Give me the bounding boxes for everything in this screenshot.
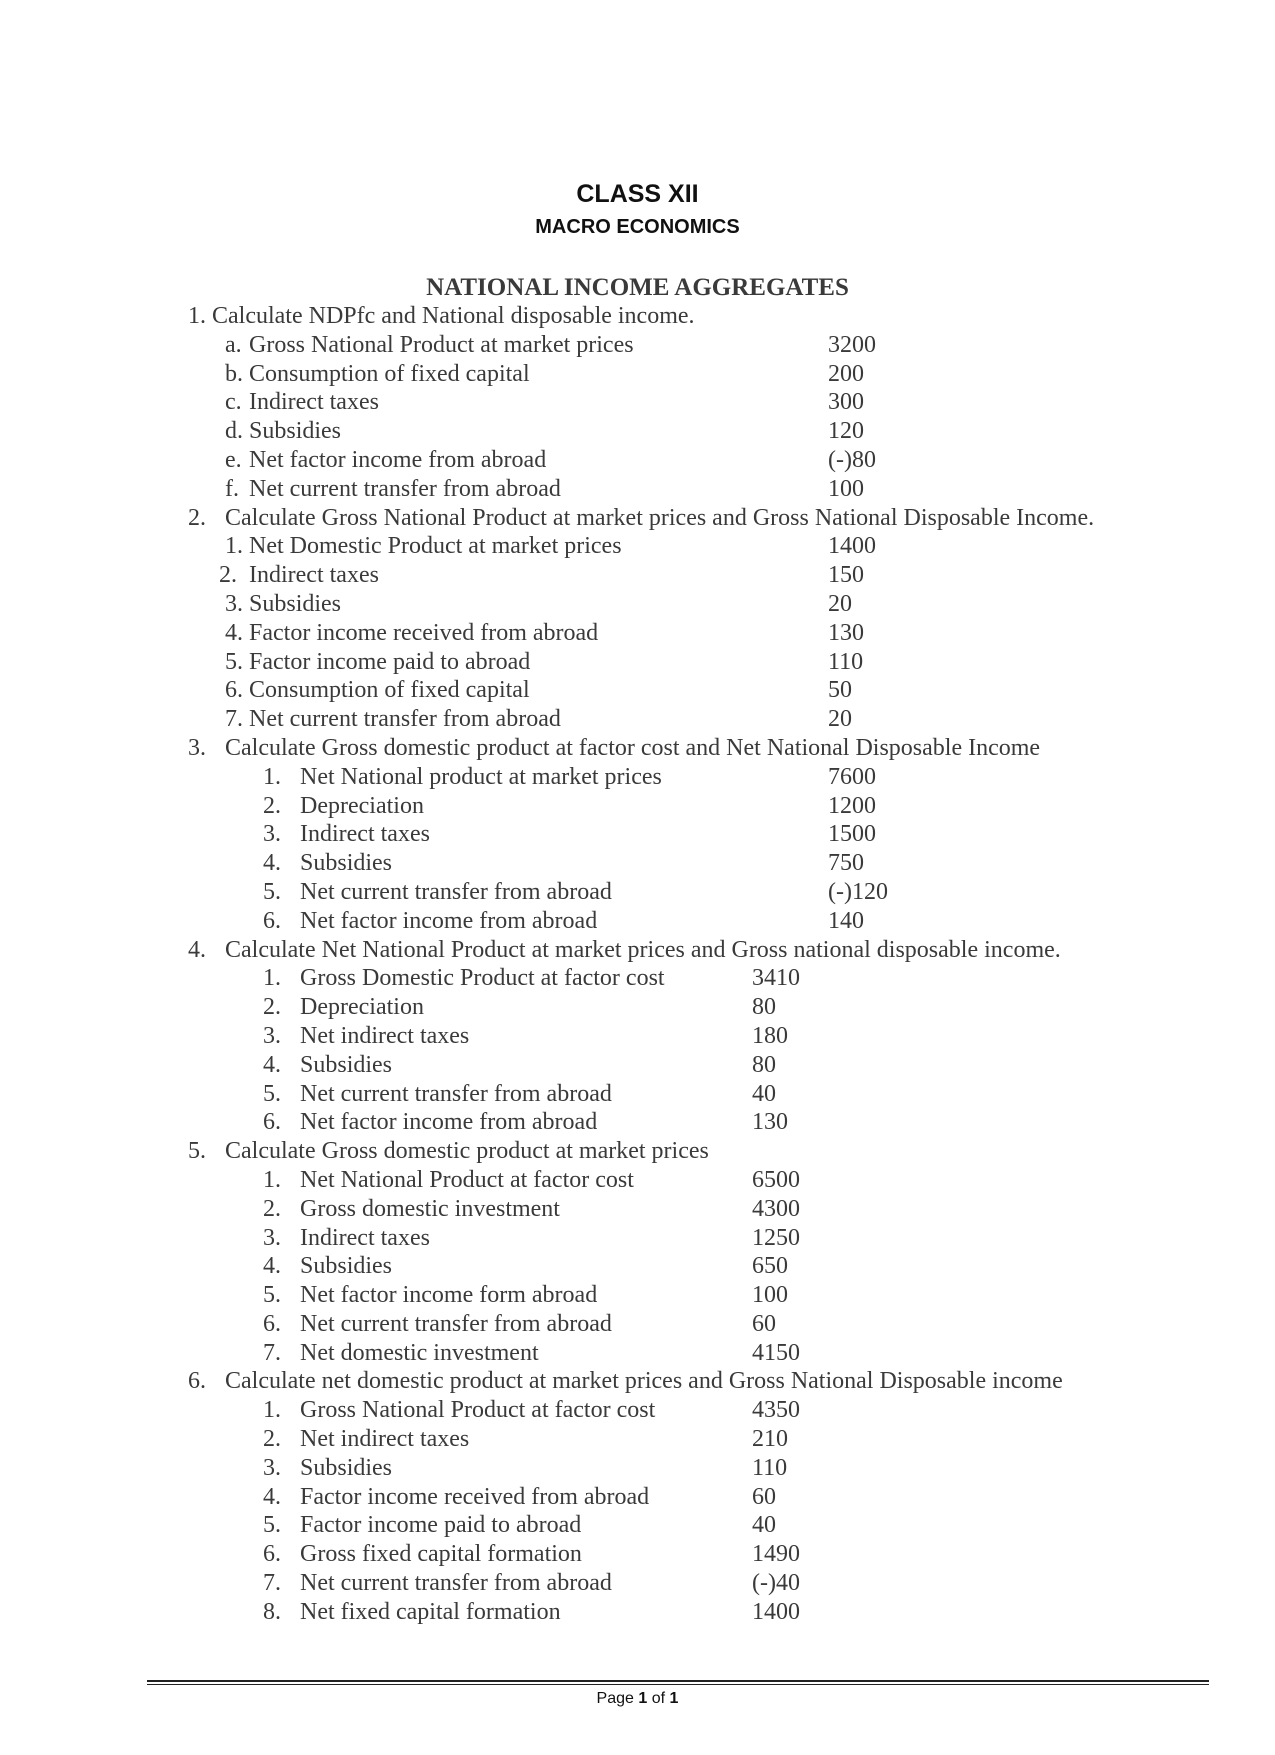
item-value: 120 (828, 418, 864, 445)
list-item (0, 1339, 1275, 1368)
item-label: 1. (263, 1397, 281, 1424)
item-label: 5. (263, 1282, 281, 1309)
question-text: Calculate net domestic product at market prices and Gross National Disposable income (225, 1368, 1063, 1395)
item-value: 750 (828, 850, 864, 877)
item-value: 80 (752, 994, 776, 1021)
list-item (0, 1396, 1275, 1425)
list-item (0, 1569, 1275, 1598)
item-name: Subsidies (300, 1253, 393, 1280)
item-label: 3. (263, 1224, 281, 1251)
item-name: Gross National Product at factor cost (300, 1397, 656, 1424)
item-name: Consumption of fixed capital (249, 677, 530, 704)
item-value: 3410 (752, 965, 800, 992)
of-word: of (651, 1690, 666, 1707)
item-value: 1400 (752, 1598, 800, 1625)
item-value: 180 (752, 1022, 788, 1049)
item-name: Net National Product at factor cost (300, 1166, 634, 1193)
list-item (0, 475, 1275, 504)
item-label: 6. (225, 677, 243, 704)
list-item (0, 388, 1275, 417)
list-item (0, 561, 1275, 590)
list-item (0, 1051, 1275, 1080)
question-heading (0, 936, 1275, 965)
item-name: Consumption of fixed capital (249, 360, 530, 387)
item-label: 5. (263, 1080, 281, 1107)
item-value: 110 (828, 648, 864, 675)
item-name: Net factor income from abroad (249, 446, 547, 473)
question-text: Calculate Gross domestic product at factor cost and Net National Disposable Income (225, 734, 1041, 761)
item-value: 20 (828, 590, 852, 617)
item-name: Subsidies (249, 418, 342, 445)
list-item (0, 1454, 1275, 1483)
item-name: Subsidies (249, 590, 342, 617)
item-name: Depreciation (300, 792, 424, 819)
item-value: 110 (752, 1454, 788, 1481)
page-current: 1 (638, 1690, 648, 1707)
list-item (0, 1425, 1275, 1454)
list-item (0, 964, 1275, 993)
item-value: 60 (752, 1310, 776, 1337)
footer-rule (147, 1684, 1209, 1685)
item-name: Gross domestic investment (300, 1195, 560, 1222)
item-value: 1500 (828, 821, 876, 848)
item-label: 2. (263, 994, 281, 1021)
item-label: 1. (263, 965, 281, 992)
item-value: (-)80 (828, 446, 876, 473)
list-item (0, 1166, 1275, 1195)
item-label: 6. (263, 1109, 281, 1136)
item-name: Net Domestic Product at market prices (249, 533, 622, 560)
item-name: Indirect taxes (249, 389, 379, 416)
list-item (0, 676, 1275, 705)
list-item (0, 590, 1275, 619)
question-text: Calculate Gross National Product at market prices and Gross National Disposable Income. (225, 504, 1095, 531)
list-item (0, 1108, 1275, 1137)
item-name: Net indirect taxes (300, 1022, 470, 1049)
list-item (0, 1252, 1275, 1281)
item-name: Factor income received from abroad (300, 1483, 650, 1510)
item-name: Factor income paid to abroad (249, 648, 531, 675)
item-label: 7. (263, 1339, 281, 1366)
item-label: 7. (263, 1570, 281, 1597)
question-heading (0, 1137, 1275, 1166)
item-name: Net current transfer from abroad (300, 1570, 612, 1597)
item-label: 2. (263, 792, 281, 819)
item-value: 1490 (752, 1541, 800, 1568)
list-item (0, 446, 1275, 475)
item-value: 130 (828, 619, 864, 646)
list-item (0, 1483, 1275, 1512)
list-item (0, 820, 1275, 849)
item-name: Net fixed capital formation (300, 1598, 561, 1625)
subject-title: MACRO ECONOMICS (535, 216, 740, 238)
list-item (0, 648, 1275, 677)
item-value: 4300 (752, 1195, 800, 1222)
item-value: 40 (752, 1080, 776, 1107)
list-item (0, 1080, 1275, 1109)
item-value: 210 (752, 1426, 788, 1453)
list-item (0, 619, 1275, 648)
item-value: 20 (828, 706, 852, 733)
item-name: Gross Domestic Product at factor cost (300, 965, 665, 992)
item-value: 100 (828, 475, 864, 502)
item-label: 2. (263, 1426, 281, 1453)
item-label: 5. (263, 1512, 281, 1539)
item-value: (-)120 (828, 878, 888, 905)
item-label: 1. (225, 533, 243, 560)
page-word: Page (596, 1690, 634, 1707)
item-name: Net current transfer from abroad (300, 1080, 612, 1107)
item-label: 3. (225, 590, 243, 617)
question-number: 5. (188, 1138, 206, 1165)
item-name: Net current transfer from abroad (300, 878, 612, 905)
list-item (0, 360, 1275, 389)
item-value: 3200 (828, 331, 876, 358)
item-label: d. (225, 418, 243, 445)
item-value: 4350 (752, 1397, 800, 1424)
item-name: Net factor income from abroad (300, 1109, 598, 1136)
item-name: Factor income paid to abroad (300, 1512, 582, 1539)
section-title: NATIONAL INCOME AGGREGATES (426, 274, 849, 301)
item-name: Net indirect taxes (300, 1426, 470, 1453)
item-label: 6. (263, 1310, 281, 1337)
item-name: Indirect taxes (300, 821, 430, 848)
item-name: Subsidies (300, 1051, 393, 1078)
item-value: 7600 (828, 763, 876, 790)
item-value: 200 (828, 360, 864, 387)
item-name: Net factor income from abroad (300, 907, 598, 934)
item-label: b. (225, 360, 243, 387)
list-item (0, 792, 1275, 821)
item-value: 300 (828, 389, 864, 416)
item-label: 8. (263, 1598, 281, 1625)
list-item (0, 417, 1275, 446)
question-heading (0, 504, 1275, 533)
item-value: 1200 (828, 792, 876, 819)
page-number (0, 1690, 1275, 1708)
list-item (0, 878, 1275, 907)
item-label: c. (225, 389, 242, 416)
list-item (0, 331, 1275, 360)
item-label: e. (225, 446, 242, 473)
item-label: 4. (263, 1253, 281, 1280)
item-value: 130 (752, 1109, 788, 1136)
question-number: 4. (188, 936, 206, 963)
list-item (0, 1195, 1275, 1224)
item-label: a. (225, 331, 242, 358)
item-label: 5. (225, 648, 243, 675)
question-list (0, 302, 1275, 1627)
list-item (0, 1310, 1275, 1339)
list-item (0, 705, 1275, 734)
question-number: 3. (188, 734, 206, 761)
item-value: 140 (828, 907, 864, 934)
item-label: 4. (263, 1483, 281, 1510)
item-label: 2. (263, 1195, 281, 1222)
question-text: Calculate NDPfc and National disposable income. (212, 303, 695, 329)
item-label: 1. (263, 763, 281, 790)
item-label: 4. (263, 850, 281, 877)
item-label: 6. (263, 1541, 281, 1568)
item-name: Subsidies (300, 850, 393, 877)
item-value: 100 (752, 1282, 788, 1309)
item-label: 6. (263, 907, 281, 934)
item-label: 4. (225, 619, 243, 646)
list-item (0, 849, 1275, 878)
item-name: Indirect taxes (300, 1224, 430, 1251)
item-label: 3. (263, 1454, 281, 1481)
item-label: 4. (263, 1051, 281, 1078)
item-name: Indirect taxes (249, 562, 379, 589)
list-item (0, 1598, 1275, 1627)
item-value: 1400 (828, 533, 876, 560)
item-value: (-)40 (752, 1570, 800, 1597)
item-label: 3. (263, 821, 281, 848)
question-text: Calculate Net National Product at market prices and Gross national disposable income. (225, 936, 1061, 963)
question-heading (0, 1367, 1275, 1396)
list-item (0, 532, 1275, 561)
item-value: 4150 (752, 1339, 800, 1366)
question-text: Calculate Gross domestic product at market prices (225, 1138, 709, 1165)
item-name: Net current transfer from abroad (300, 1310, 612, 1337)
item-label: f. (225, 475, 239, 502)
item-value: 6500 (752, 1166, 800, 1193)
item-label: 3. (263, 1022, 281, 1049)
class-title: CLASS XII (576, 180, 699, 208)
item-name: Net current transfer from abroad (249, 706, 561, 733)
item-name: Gross National Product at market prices (249, 331, 634, 358)
list-item (0, 1540, 1275, 1569)
list-item (0, 1224, 1275, 1253)
item-name: Net current transfer from abroad (249, 475, 561, 502)
item-value: 60 (752, 1483, 776, 1510)
list-item (0, 1511, 1275, 1540)
item-label: 1. (263, 1166, 281, 1193)
question-number: 6. (188, 1368, 206, 1395)
item-name: Depreciation (300, 994, 424, 1021)
item-value: 40 (752, 1512, 776, 1539)
question-number: 2. (188, 504, 206, 531)
page-total: 1 (669, 1690, 679, 1707)
item-label: 2. (219, 562, 237, 589)
item-label: 7. (225, 706, 243, 733)
item-name: Net National product at market prices (300, 763, 662, 790)
item-value: 150 (828, 562, 864, 589)
item-label: 5. (263, 878, 281, 905)
item-value: 1250 (752, 1224, 800, 1251)
footer-rule (147, 1680, 1209, 1682)
list-item (0, 993, 1275, 1022)
list-item (0, 763, 1275, 792)
question-number: 1. (188, 303, 206, 329)
item-name: Subsidies (300, 1454, 393, 1481)
item-name: Factor income received from abroad (249, 619, 599, 646)
question-heading (0, 734, 1275, 763)
item-value: 650 (752, 1253, 788, 1280)
item-name: Net factor income form abroad (300, 1282, 598, 1309)
item-value: 80 (752, 1051, 776, 1078)
list-item (0, 1022, 1275, 1051)
list-item (0, 1281, 1275, 1310)
item-name: Gross fixed capital formation (300, 1541, 582, 1568)
list-item (0, 907, 1275, 936)
item-name: Net domestic investment (300, 1339, 539, 1366)
question-heading (0, 302, 1275, 331)
item-value: 50 (828, 677, 852, 704)
